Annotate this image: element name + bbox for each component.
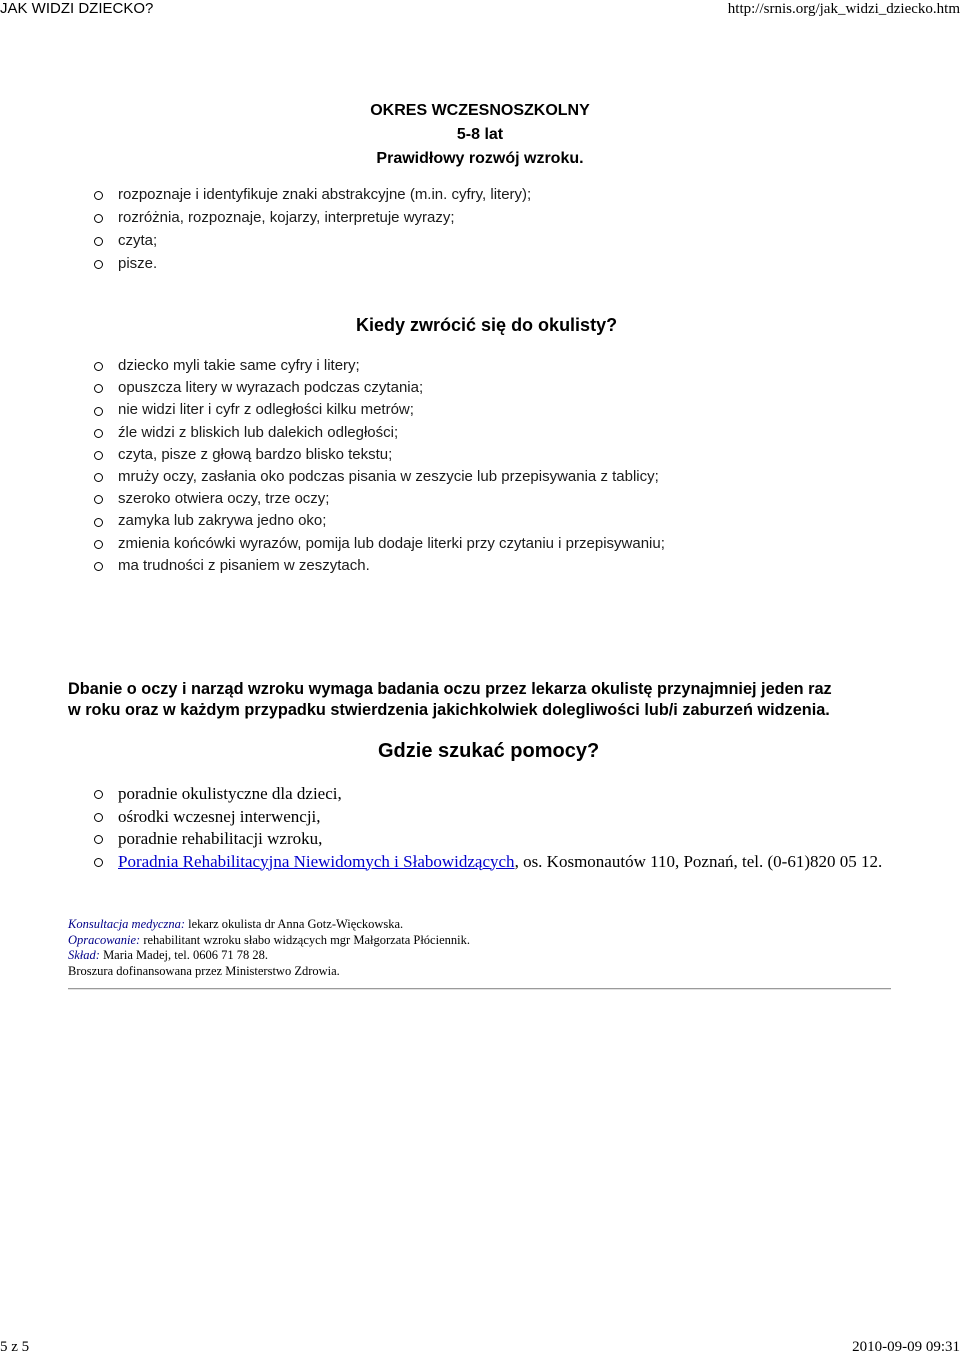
list-item: poradnie okulistyczne dla dzieci, xyxy=(94,783,894,806)
clinic-link[interactable]: Poradnia Rehabilitacyjna Niewidomych i Słabowidzących xyxy=(118,851,515,871)
list-item-clinic xyxy=(94,851,894,874)
list-item: czyta, pisze z głową bardzo blisko tekstu; xyxy=(94,444,665,466)
notice-line: w roku oraz w każdym przypadku stwierdzenia jakichkolwiek dolegliwości lub/i zaburzeń widzenia. xyxy=(68,701,830,719)
author-label: Opracowanie: xyxy=(68,932,141,947)
credit-line xyxy=(68,917,470,933)
section-subtitle: Prawidłowy rozwój wzroku. xyxy=(376,150,584,167)
horizontal-rule xyxy=(68,988,891,990)
credit-line xyxy=(68,933,470,949)
credit-line xyxy=(68,948,470,964)
list-item: ma trudności z pisaniem w zeszytach. xyxy=(94,555,665,577)
typeset-label: Skład: xyxy=(68,948,100,963)
print-datetime: 2010-09-09 09:31 xyxy=(852,1339,960,1355)
list-item: mruży oczy, zasłania oko podczas pisania w zeszycie lub przepisywania z tablicy; xyxy=(94,466,665,488)
list-item: nie widzi liter i cyfr z odległości kilku metrów; xyxy=(94,399,665,421)
print-header-url: http://srnis.org/jak_widzi_dziecko.htm xyxy=(727,1,960,17)
list-item: źle widzi z bliskich lub dalekich odległości; xyxy=(94,422,665,444)
credits xyxy=(68,917,470,979)
section-age: 5-8 lat xyxy=(456,126,504,143)
author-value: rehabilitant wzroku słabo widzących mgr Małgorzata Płóciennik. xyxy=(140,932,470,947)
consult-value: lekarz okulista dr Anna Gotz-Więckowska. xyxy=(185,917,404,931)
list-item: rozróżnia, rozpoznaje, kojarzy, interpretuje wyrazy; xyxy=(94,206,531,229)
page-number: 5 z 5 xyxy=(0,1339,30,1355)
list-item: zmienia końcówki wyrazów, pomija lub dodaje literki przy czytaniu i przepisywaniu; xyxy=(94,533,665,555)
help-heading: Gdzie szukać pomocy? xyxy=(378,740,600,762)
funding-line: Broszura dofinansowana przez Ministerstwo Zdrowia. xyxy=(68,963,340,978)
help-list xyxy=(94,783,894,873)
list-item: czyta; xyxy=(94,229,531,252)
list-item: rozpoznaje i identyfikuje znaki abstrakcyjne (m.in. cyfry, litery); xyxy=(94,183,531,206)
eye-care-notice xyxy=(68,679,896,721)
list-item: zamyka lub zakrywa jedno oko; xyxy=(94,510,665,532)
warning-signs-list xyxy=(94,355,665,577)
clinic-address: , os. Kosmonautów 110, Poznań, tel. (0-61)820 05 12. xyxy=(514,851,883,871)
normal-development-list xyxy=(94,183,531,275)
section-title-block xyxy=(0,99,960,171)
list-item: poradnie rehabilitacji wzroku, xyxy=(94,828,894,851)
typeset-value: Maria Madej, tel. 0606 71 78 28. xyxy=(99,948,268,963)
notice-line: Dbanie o oczy i narząd wzroku wymaga badania oczu przez lekarza okulistę przynajmniej jeden raz xyxy=(68,680,832,698)
list-item: dziecko myli takie same cyfry i litery; xyxy=(94,355,665,377)
list-item: ośrodki wczesnej interwencji, xyxy=(94,806,894,829)
list-item: pisze. xyxy=(94,252,531,275)
list-item: opuszcza litery w wyrazach podczas czytania; xyxy=(94,377,665,399)
print-header-title: JAK WIDZI DZIECKO? xyxy=(0,0,154,17)
when-heading: Kiedy zwrócić się do okulisty? xyxy=(356,315,618,335)
list-item: szeroko otwiera oczy, trze oczy; xyxy=(94,488,665,510)
section-title: OKRES WCZESNOSZKOLNY xyxy=(370,102,590,119)
consult-label: Konsultacja medyczna: xyxy=(68,917,185,931)
